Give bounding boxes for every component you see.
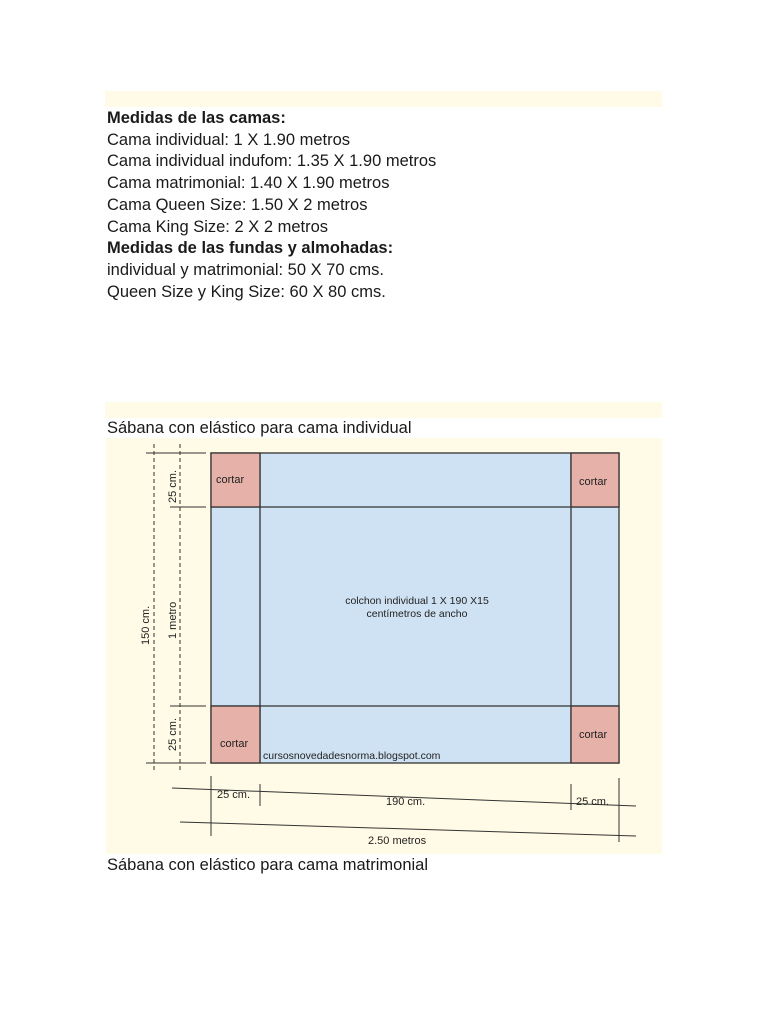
dim-label-bottom-left-flap: 25 cm. bbox=[217, 789, 251, 801]
pattern-svg bbox=[106, 438, 662, 854]
sheet-pattern-diagram bbox=[106, 438, 662, 854]
dim-label-mattress-length: 190 cm. bbox=[386, 796, 426, 808]
bed-size-item: Cama King Size: 2 X 2 metros bbox=[107, 217, 329, 236]
bed-size-item: Cama individual: 1 X 1.90 metros bbox=[107, 130, 351, 149]
bed-size-item: Cama matrimonial: 1.40 X 1.90 metros bbox=[107, 174, 390, 193]
caption-matrimonial: Sábana con elástico para cama matrimonial bbox=[107, 856, 429, 874]
mattress-label: colchon individual 1 X 190 X15 bbox=[345, 595, 489, 607]
cut-label: cortar bbox=[216, 474, 245, 486]
pillow-size-item: individual y matrimonial: 50 X 70 cms. bbox=[107, 260, 384, 279]
bed-size-item: Cama individual indufom: 1.35 X 1.90 metros bbox=[107, 152, 437, 171]
dim-label-middle-height: 1 metro bbox=[167, 601, 179, 639]
mattress-sublabel: centímetros de ancho bbox=[366, 608, 468, 620]
pillows-heading: Medidas de las fundas y almohadas: bbox=[107, 239, 394, 258]
measures-block bbox=[107, 108, 436, 303]
cut-label: cortar bbox=[220, 738, 249, 750]
beds-heading: Medidas de las camas: bbox=[107, 109, 286, 127]
caption-individual: Sábana con elástico para cama individual bbox=[107, 419, 412, 437]
dim-line-bottom-outer bbox=[180, 822, 636, 836]
dim-label-total-height: 150 cm. bbox=[140, 605, 152, 645]
cut-corner-bottom-left bbox=[211, 706, 260, 763]
bed-size-item: Cama Queen Size: 1.50 X 2 metros bbox=[107, 195, 368, 214]
highlight-band bbox=[105, 402, 662, 418]
dim-label-bottom-right-flap: 25 cm. bbox=[576, 796, 610, 808]
highlight-band bbox=[105, 91, 662, 107]
dim-label-top-flap: 25 cm. bbox=[167, 469, 179, 503]
pillow-size-item: Queen Size y King Size: 60 X 80 cms. bbox=[107, 282, 386, 301]
dim-label-bottom-flap: 25 cm. bbox=[167, 717, 179, 751]
watermark-text: cursosnovedadesnorma.blogspot.com bbox=[263, 750, 441, 762]
cut-label: cortar bbox=[579, 729, 608, 741]
cut-label: cortar bbox=[579, 476, 608, 488]
dim-label-total-length: 2.50 metros bbox=[368, 835, 427, 847]
